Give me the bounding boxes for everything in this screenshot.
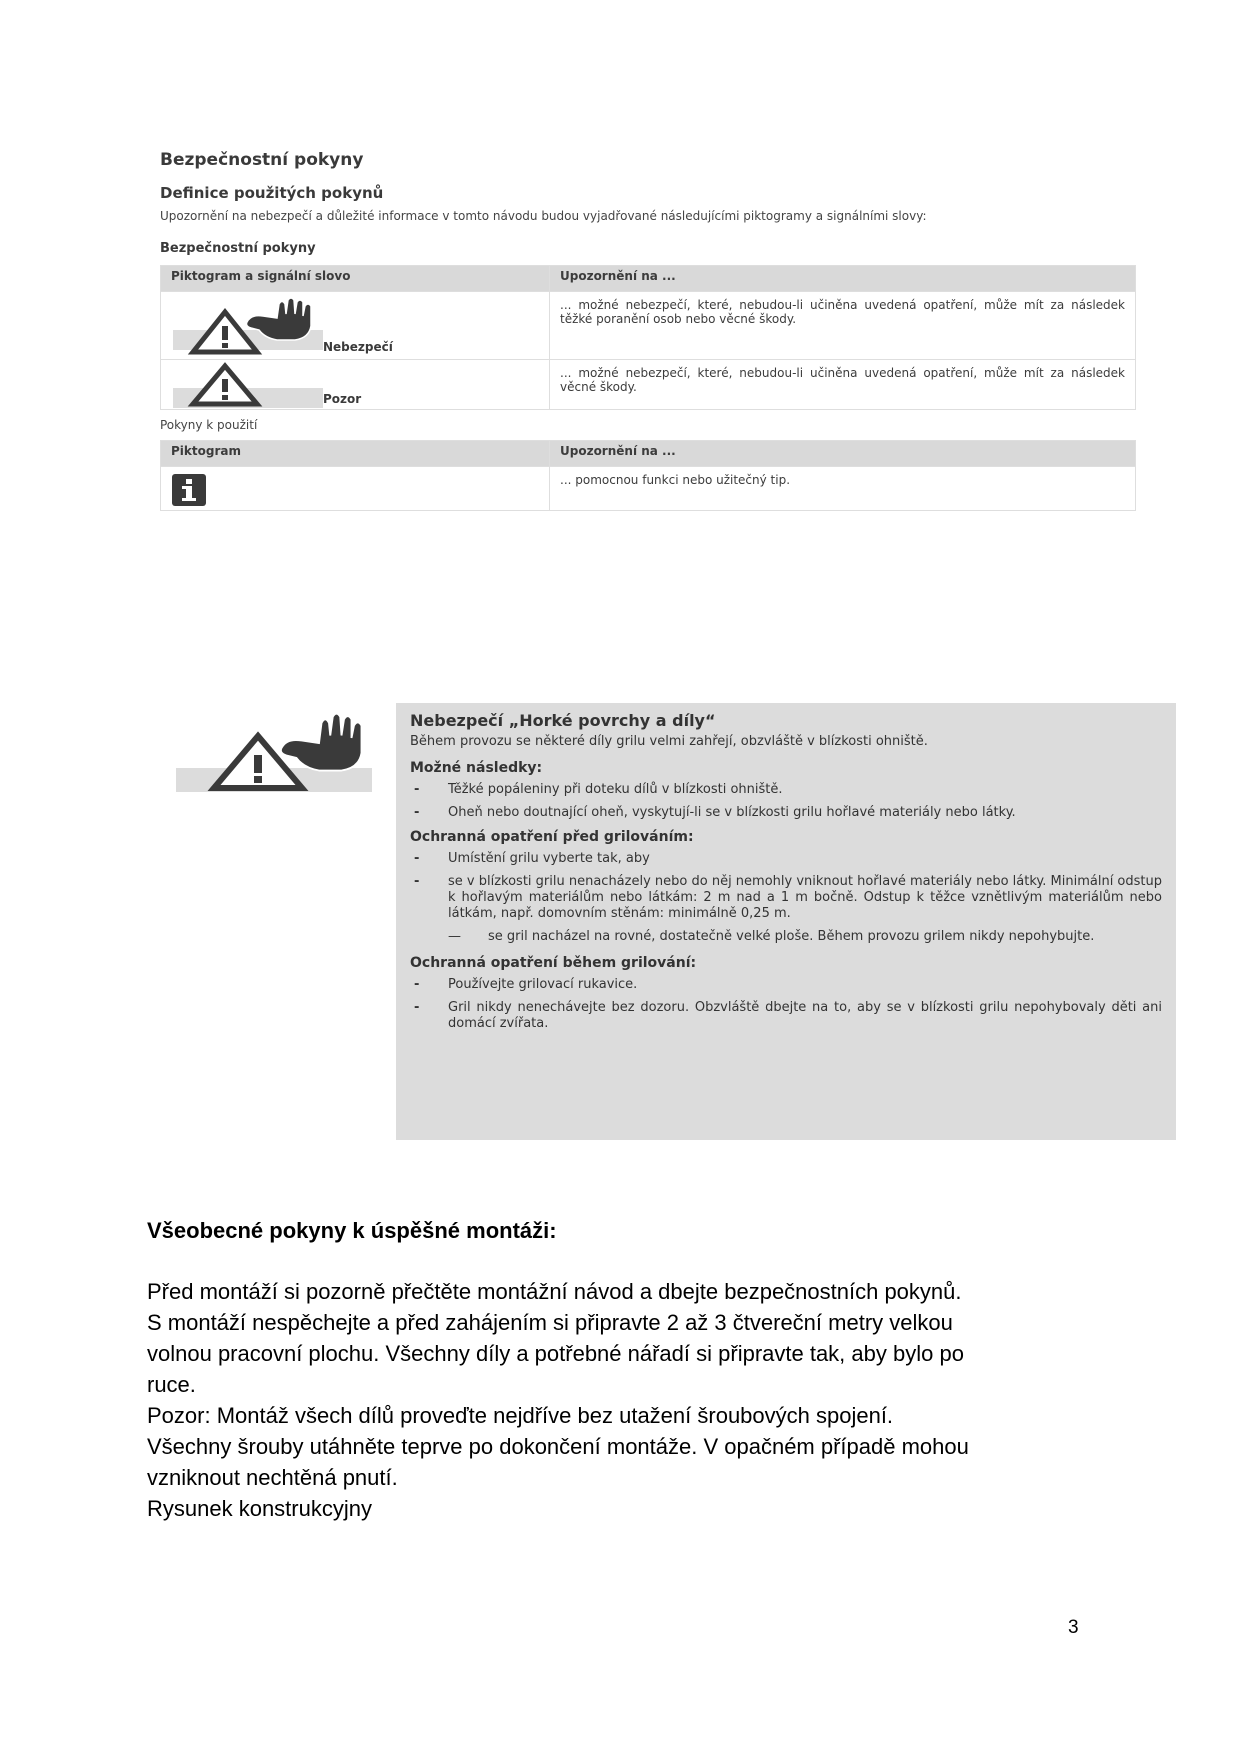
paragraph-line: Pozor: Montáž všech dílů proveďte nejdříve bez utažení šroubových spojení. bbox=[147, 1403, 894, 1428]
list-item: - se v blízkosti grilu nenacházely nebo do něj nemohly vniknout hořlavé materiály nebo látky. Minimální odstup k hořlavým materiálům nebo látkám: 2 m nad a 1 m bočně. Odstup k těžce vznětlivým materiálům nebo látkám, např. domovním stěnám: minimálně 0,25 m. bbox=[410, 874, 1162, 922]
list-item: - Oheň nebo doutnající oheň, vyskytují-li se v blízkosti grilu hořlavé materiály nebo látky. bbox=[410, 805, 1162, 821]
hot-surfaces-warning-box bbox=[396, 703, 1176, 1140]
safety-table bbox=[160, 265, 1136, 410]
list-item: - Gril nikdy nenechávejte bez dozoru. Obzvláště dbejte na to, aby se v blízkosti grilu nepohybovaly děti ani domácí zvířata. bbox=[410, 1000, 1162, 1032]
table-header-pictogram: Piktogram a signální slovo bbox=[161, 266, 550, 292]
info-icon bbox=[171, 473, 207, 507]
paragraph-line: Všechny šrouby utáhněte teprve po dokončení montáže. V opačném případě mohou bbox=[147, 1434, 969, 1459]
before-grilling-title: Ochranná opatření před grilováním: bbox=[410, 829, 694, 845]
list-subitem: — se gril nacházel na rovné, dostatečně velké ploše. Během provozu grilem nikdy nepohybujte. bbox=[410, 929, 1162, 945]
signal-word-caution: Pozor bbox=[323, 392, 362, 406]
table-row bbox=[161, 467, 1136, 511]
usage-table bbox=[160, 440, 1136, 511]
paragraph-line: ruce. bbox=[147, 1372, 196, 1397]
warning-triangle-icon bbox=[185, 362, 265, 408]
pictogram-cell bbox=[161, 292, 550, 360]
pictogram-cell bbox=[161, 467, 550, 511]
stop-hand-icon bbox=[274, 710, 374, 776]
paragraph-line: vzniknout nechtěná pnutí. bbox=[147, 1465, 398, 1490]
page-number: 3 bbox=[1068, 1617, 1079, 1638]
signal-word-danger: Nebezpečí bbox=[323, 340, 393, 354]
general-assembly-section bbox=[147, 1218, 1107, 1524]
hot-warning-text: Během provozu se některé díly grilu velmi zahřejí, obzvláště v blízkosti ohniště. bbox=[410, 734, 928, 749]
list-item: - Používejte grilovací rukavice. bbox=[410, 977, 1162, 993]
paragraph-line: S montáží nespěchejte a před zahájením si připravte 2 až 3 čtvereční metry velkou bbox=[147, 1310, 953, 1335]
warning-text-cell: ... možné nebezpečí, které, nebudou-li učiněna uvedená opatření, může mít za následek věcné škody. bbox=[550, 360, 1136, 410]
table-header-pictogram: Piktogram bbox=[161, 441, 550, 467]
warning-text-cell: ... pomocnou funkci nebo užitečný tip. bbox=[550, 467, 1136, 511]
list-item: - Těžké popáleniny při doteku dílů v blízkosti ohniště. bbox=[410, 782, 1162, 798]
table-title: Bezpečnostní pokyny bbox=[160, 241, 316, 256]
table-row bbox=[161, 292, 1136, 360]
pictogram-cell bbox=[161, 360, 550, 410]
table-header-warning: Upozornění na ... bbox=[550, 441, 1136, 467]
paragraph-line: volnou pracovní plochu. Všechny díly a potřebné nářadí si připravte tak, aby bylo po bbox=[147, 1341, 964, 1366]
usage-title: Pokyny k použití bbox=[160, 418, 258, 432]
table-row bbox=[161, 360, 1136, 410]
paragraph-line: Před montáží si pozorně přečtěte montážní návod a dbejte bezpečnostních pokynů. bbox=[147, 1279, 962, 1304]
general-title: Všeobecné pokyny k úspěšné montáži: bbox=[147, 1218, 557, 1243]
during-grilling-title: Ochranná opatření během grilování: bbox=[410, 955, 697, 971]
definitions-intro: Upozornění na nebezpečí a důležité informace v tomto návodu budou vyjadřované následujícími piktogramy a signálními slovy: bbox=[160, 209, 927, 223]
definitions-title: Definice použitých pokynů bbox=[160, 184, 384, 202]
safety-title: Bezpečnostní pokyny bbox=[160, 150, 364, 170]
stop-hand-icon bbox=[241, 296, 321, 344]
list-item: - Umístění grilu vyberte tak, aby bbox=[410, 851, 1162, 867]
consequences-title: Možné následky: bbox=[410, 760, 543, 776]
hot-warning-title: Nebezpečí „Horké povrchy a díly“ bbox=[410, 711, 716, 730]
paragraph-line: Rysunek konstrukcyjny bbox=[147, 1496, 372, 1521]
table-header-warning: Upozornění na ... bbox=[550, 266, 1136, 292]
safety-section bbox=[160, 150, 1136, 511]
warning-text-cell: ... možné nebezpečí, které, nebudou-li učiněna uvedená opatření, může mít za následek těžké poranění osob nebo věcné škody. bbox=[550, 292, 1136, 360]
before-grilling-list bbox=[410, 851, 1162, 922]
hot-warning-pictogram bbox=[176, 710, 376, 800]
during-grilling-list bbox=[410, 977, 1162, 1032]
consequences-list bbox=[410, 782, 1162, 821]
